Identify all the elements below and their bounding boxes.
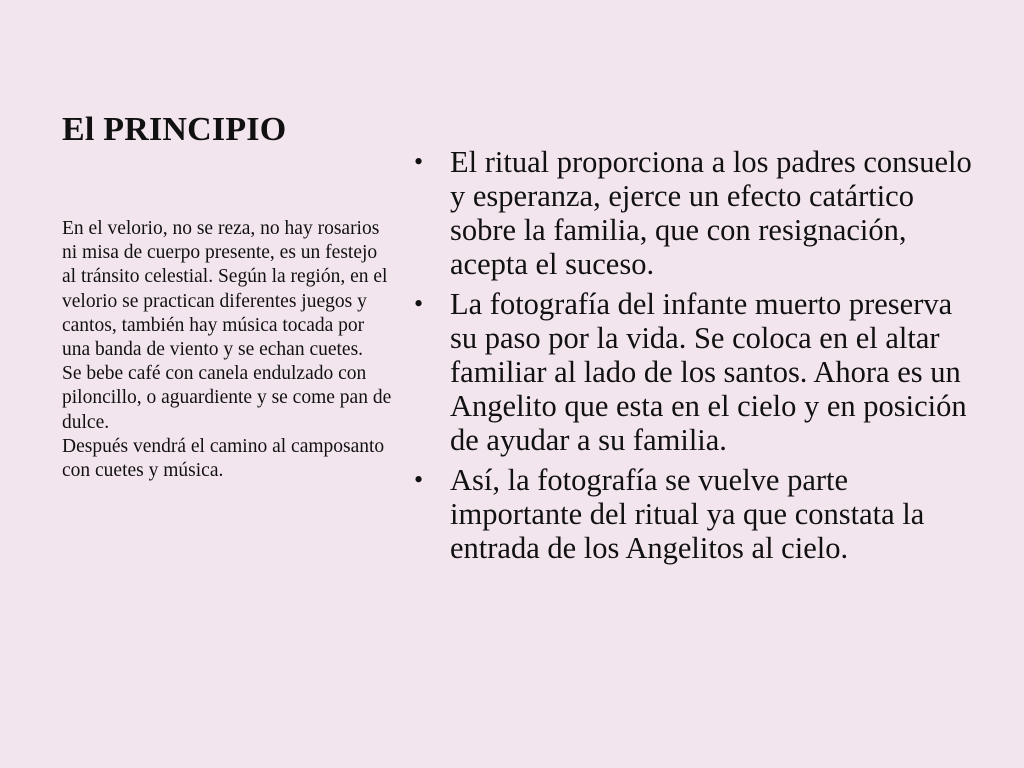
bullet-icon: • [414,289,424,318]
bullet-icon: • [414,147,424,176]
left-text-block [62,217,392,488]
left-paragraph: Después vendrá el camino al camposanto con cuetes y música. [62,435,385,482]
bullet-text: Así, la fotografía se vuelve parte importante del ritual ya que constata la entrada de los Angelitos al cielo. [450,463,925,565]
bullet-item [410,287,985,457]
bullet-item [410,463,985,565]
bullet-item [410,145,985,281]
bullet-list [410,145,985,571]
bullet-text: El ritual proporciona a los padres consuelo y esperanza, ejerce un efecto catártico sobre la familia, que con resignación, acepta el suceso. [450,145,972,281]
left-paragraph: En el velorio, no se reza, no hay rosarios ni misa de cuerpo presente, es un festejo al tránsito celestial. Según la región, en el velorio se practican diferentes juegos y cantos, también hay música tocada por una banda de viento y se echan cuetes. [62,218,388,361]
left-paragraph: Se bebe café con canela endulzado con piloncillo, o aguardiente y se come pan de dulce. [62,363,392,433]
slide-title: El PRINCIPIO [62,111,287,148]
bullet-text: La fotografía del infante muerto preserva su paso por la vida. Se coloca en el altar familiar al lado de los santos. Ahora es un Angelito que esta en el cielo y en posición de ayudar a su familia. [450,287,967,457]
bullet-icon: • [414,465,424,494]
